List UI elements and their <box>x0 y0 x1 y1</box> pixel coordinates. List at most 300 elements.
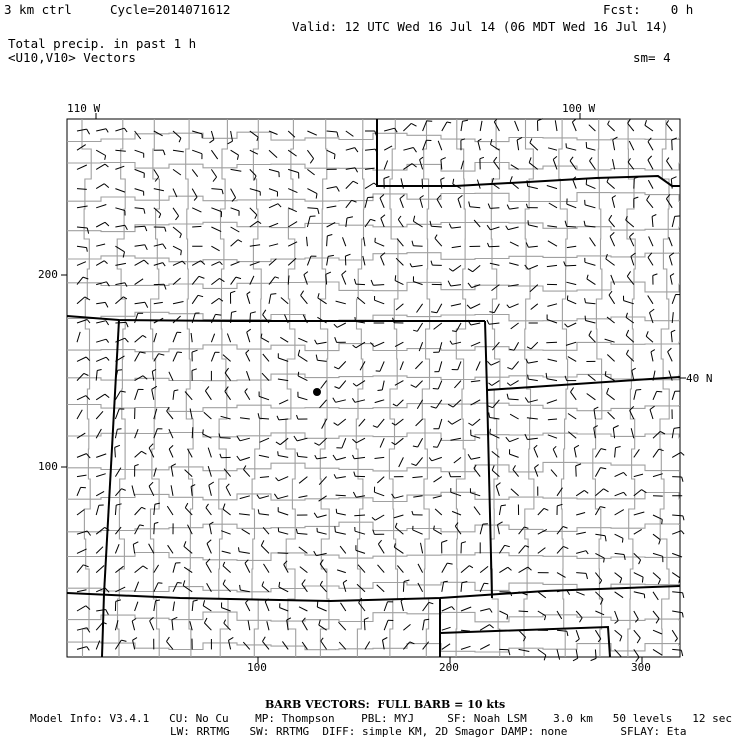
wind-barb <box>192 350 198 361</box>
wind-barb <box>421 543 423 554</box>
wind-barb <box>400 361 403 370</box>
wind-barb <box>585 258 596 266</box>
model-info-line-2: LW: RRTMG SW: RRTMG DIFF: simple KM, 2D Smagor DAMP: none SFLAY: Eta <box>170 725 687 738</box>
wind-barb <box>297 415 308 419</box>
wind-barb <box>525 398 538 403</box>
lon-label-110w: 110 W <box>67 102 101 115</box>
wind-barb <box>223 562 231 573</box>
county-line <box>67 253 680 262</box>
wind-barb <box>154 583 163 592</box>
wind-barb <box>507 394 518 400</box>
wind-barb <box>615 592 624 598</box>
wind-barb <box>96 411 103 419</box>
wind-barb <box>77 332 80 342</box>
wind-barb <box>280 337 288 342</box>
wind-barb <box>480 157 484 169</box>
county-line <box>67 163 680 172</box>
x-tick-200: 200 <box>439 661 459 674</box>
wind-barb <box>381 253 386 266</box>
wind-barb <box>375 296 385 304</box>
wind-barb <box>239 514 250 515</box>
wind-barb <box>384 161 387 170</box>
wind-barb <box>567 296 576 304</box>
wind-barb <box>373 419 384 427</box>
wind-barb <box>231 189 236 202</box>
wind-barb <box>239 547 250 553</box>
wind-barb <box>396 258 403 265</box>
wind-barb <box>135 260 149 265</box>
wind-barb <box>346 200 357 208</box>
wind-barb <box>257 495 269 499</box>
wind-barb <box>337 570 346 573</box>
wind-barb <box>297 452 307 457</box>
wind-barb <box>96 566 104 573</box>
wind-barb <box>538 508 549 515</box>
wind-barb <box>211 334 214 343</box>
wind-barb <box>576 551 588 554</box>
wind-barb <box>377 477 384 483</box>
wind-barb <box>586 179 595 189</box>
wind-barb <box>191 333 192 342</box>
wind-barb <box>77 510 84 516</box>
wind-barb <box>499 505 506 515</box>
wind-barb <box>154 150 165 155</box>
wind-barb <box>418 583 423 592</box>
wind-barb <box>458 195 462 207</box>
wind-barb <box>150 617 154 630</box>
county-line <box>82 119 91 657</box>
wind-barb <box>431 261 442 266</box>
wind-barb <box>352 398 365 402</box>
wind-barb <box>231 262 240 266</box>
wind-barb <box>327 235 333 247</box>
wind-barb <box>488 243 500 247</box>
wind-barb <box>648 156 653 170</box>
wind-barb <box>468 419 480 426</box>
wind-barb <box>547 315 557 324</box>
wind-barb <box>96 474 106 477</box>
wind-barb <box>77 320 90 324</box>
wind-barb <box>192 150 202 159</box>
wind-barb <box>96 222 109 227</box>
wind-barb <box>244 466 250 477</box>
wind-barb <box>455 523 461 535</box>
wind-barb <box>317 528 327 534</box>
wind-barb <box>288 169 299 178</box>
wind-barb <box>666 120 672 131</box>
wind-barb <box>333 455 346 460</box>
wind-barb <box>135 169 145 178</box>
wind-barb <box>269 169 279 177</box>
wind-barb <box>154 565 159 573</box>
wind-barb <box>413 438 423 447</box>
wind-barb <box>210 131 214 143</box>
wind-barb <box>133 542 138 554</box>
model-info-line-1: Model Info: V3.4.1 CU: No Cu MP: Thompson PBL: MYJ SF: Noah LSM 3.0 km 50 levels 12 sec <box>30 712 732 725</box>
wind-barb <box>340 546 346 553</box>
wind-barb <box>192 295 203 304</box>
wind-barb <box>154 333 157 342</box>
wind-barb <box>279 400 288 404</box>
wind-barb <box>154 169 159 181</box>
wind-barb <box>167 407 173 419</box>
wind-barb <box>171 464 176 477</box>
wind-barb <box>492 465 499 476</box>
wind-barb <box>247 371 250 380</box>
wind-barb <box>480 609 492 613</box>
wind-barb <box>634 512 645 515</box>
wind-barb <box>589 331 596 342</box>
wind-barb <box>669 371 672 381</box>
wind-barb <box>519 567 532 573</box>
wind-barb <box>442 607 455 611</box>
wind-barb <box>383 638 388 650</box>
wind-barb <box>301 291 308 304</box>
wind-barb <box>154 468 157 477</box>
wind-barb <box>413 216 422 227</box>
wind-barb <box>96 610 108 615</box>
wind-barb <box>648 253 653 266</box>
wind-barb <box>378 540 384 553</box>
wind-barb <box>398 216 403 227</box>
wind-barb <box>507 304 519 308</box>
wind-barb <box>653 515 662 524</box>
wind-barb <box>669 237 672 246</box>
wind-barb <box>364 237 366 246</box>
wind-barb <box>607 355 614 362</box>
wind-barb <box>287 618 291 630</box>
wind-barb <box>346 131 354 136</box>
wind-barb <box>645 120 653 131</box>
wind-barb <box>452 361 461 369</box>
wind-barb <box>336 509 346 515</box>
wind-barb <box>321 381 327 389</box>
wind-barb <box>433 381 442 389</box>
wind-barb <box>211 169 216 181</box>
wind-barb <box>246 350 250 361</box>
wind-barb <box>307 169 314 175</box>
wind-barb <box>557 649 560 659</box>
wind-barb <box>263 354 269 361</box>
wind-barb <box>411 381 423 388</box>
county-line <box>117 119 125 657</box>
wind-barb <box>672 630 677 641</box>
wind-barb <box>307 150 313 163</box>
wind-barb <box>380 438 384 447</box>
wind-barb <box>538 611 546 620</box>
county-line <box>67 462 680 472</box>
wind-barb <box>566 143 576 150</box>
wind-barb <box>653 630 662 634</box>
wind-barb <box>375 457 385 458</box>
wind-barb <box>211 278 224 284</box>
wind-barb <box>261 540 269 553</box>
wind-barb <box>576 490 588 495</box>
wind-barb <box>557 630 568 636</box>
wind-barb <box>307 237 308 246</box>
wind-barb <box>650 406 655 419</box>
wind-barb <box>377 585 385 592</box>
wind-barb <box>526 204 537 208</box>
wind-barb <box>240 585 250 592</box>
wind-barb <box>276 477 289 481</box>
wind-barb <box>115 445 120 457</box>
county-line <box>67 612 680 622</box>
wind-barb <box>321 638 327 650</box>
wind-barb <box>342 271 346 285</box>
wind-barb <box>433 342 442 352</box>
wind-barb <box>341 603 346 611</box>
wind-barb <box>334 323 346 327</box>
wind-barb <box>132 619 136 631</box>
wind-barb <box>135 189 144 196</box>
wind-barb <box>77 297 90 304</box>
wind-barb <box>413 496 422 497</box>
wind-barb <box>468 265 480 271</box>
wind-barb <box>413 526 423 534</box>
wind-barb <box>258 413 269 419</box>
wind-barb <box>96 150 105 160</box>
wind-barb <box>412 511 423 515</box>
wind-barb <box>412 477 422 478</box>
wind-barb <box>173 302 184 304</box>
wind-barb <box>595 573 601 584</box>
wind-barb <box>192 208 201 212</box>
wind-barb <box>509 263 518 266</box>
wind-barb <box>240 418 250 419</box>
state-line-az-nm <box>102 594 104 657</box>
wind-barb <box>248 620 250 630</box>
wind-barb <box>224 469 231 477</box>
state-line-ok-tx <box>440 627 610 657</box>
wind-barb <box>499 567 511 572</box>
wind-barb <box>454 457 461 463</box>
wind-barb <box>547 400 557 404</box>
wind-barb <box>365 197 374 208</box>
wind-barb <box>192 169 198 176</box>
x-tick-300: 300 <box>631 661 651 674</box>
wind-barb <box>115 640 126 649</box>
field-title-precip: Total precip. in past 1 h <box>8 36 197 51</box>
wind-barb <box>77 206 88 208</box>
wind-barb <box>538 649 546 660</box>
wind-barb <box>530 139 538 151</box>
wind-barb <box>652 215 656 228</box>
forecast-hour: Fcst: 0 h <box>603 2 694 17</box>
wind-barb <box>336 438 345 448</box>
wind-barb <box>672 452 684 457</box>
wind-barb <box>612 196 616 208</box>
wind-barb <box>498 522 503 534</box>
wind-barb <box>228 131 233 144</box>
wind-barb <box>258 509 269 515</box>
wind-barb <box>557 573 566 578</box>
wind-barb <box>453 179 461 189</box>
wind-barb <box>672 573 680 583</box>
wind-barb <box>115 128 127 132</box>
wind-barb <box>480 566 488 572</box>
wind-barb <box>423 642 429 650</box>
wind-barb <box>587 275 596 285</box>
wind-barb <box>553 156 557 169</box>
wind-barb <box>651 350 655 362</box>
wind-barb <box>461 566 473 573</box>
wind-barb <box>135 389 144 399</box>
wind-barb <box>282 641 288 649</box>
wind-barb <box>403 123 416 131</box>
county-line <box>67 433 680 441</box>
wind-barb <box>634 529 642 534</box>
wind-barb <box>335 337 346 342</box>
wind-barb <box>672 216 680 227</box>
wind-barb <box>487 320 499 324</box>
wind-barb <box>490 429 500 438</box>
wind-barb <box>585 298 596 304</box>
wind-barb <box>339 622 346 630</box>
wind-barb <box>548 241 557 246</box>
wind-barb <box>538 592 546 598</box>
wind-barb <box>461 630 470 631</box>
wind-barb <box>506 226 519 230</box>
wind-barb <box>371 280 384 285</box>
wind-barb <box>296 529 307 534</box>
wind-barb <box>269 294 276 304</box>
field-title-vectors: <U10,V10> Vectors <box>8 50 136 65</box>
county-line <box>219 119 228 657</box>
wind-barb <box>548 419 557 420</box>
wind-barb <box>274 494 288 499</box>
wind-barb <box>585 200 596 208</box>
wind-barb <box>452 323 461 332</box>
wind-barb <box>590 238 596 247</box>
wind-barb <box>242 529 250 534</box>
wind-barb <box>96 622 106 630</box>
wind-barb <box>250 208 257 219</box>
wind-barb <box>433 496 442 498</box>
wind-barb <box>135 566 148 573</box>
wind-barb <box>471 342 480 346</box>
wind-barb <box>211 352 219 361</box>
wind-barb <box>413 276 422 284</box>
wind-barb <box>608 121 615 131</box>
wind-barb <box>461 582 467 592</box>
valid-time: Valid: 12 UTC Wed 16 Jul 14 (06 MDT Wed 16 Jul 14) <box>292 19 669 34</box>
wind-barb <box>115 189 125 193</box>
y-tick-200: 200 <box>38 268 58 281</box>
wind-barb <box>77 246 87 252</box>
wind-barb <box>135 451 147 457</box>
wind-barb <box>589 125 596 131</box>
wind-barb <box>299 477 307 484</box>
wind-barb <box>431 304 442 313</box>
wind-barb <box>207 540 211 554</box>
wind-barb <box>571 388 577 400</box>
wind-barb <box>607 177 615 188</box>
wind-barb <box>269 223 278 227</box>
wind-barb <box>173 246 181 255</box>
wind-barb <box>442 581 448 592</box>
county-line <box>186 119 193 657</box>
wind-barb <box>192 276 204 284</box>
wind-barb <box>206 504 212 515</box>
wind-barb <box>259 455 269 457</box>
wind-barb <box>204 412 212 419</box>
wind-barb <box>410 263 423 267</box>
wind-barb <box>393 400 404 406</box>
wind-barb <box>653 274 658 285</box>
wind-barb <box>173 390 178 400</box>
wind-barb <box>298 372 307 381</box>
wind-barb <box>653 449 664 457</box>
wind-barb <box>77 475 87 477</box>
wind-barb <box>448 281 461 286</box>
wind-barb <box>203 600 211 611</box>
wind-barb <box>77 647 89 651</box>
wind-barb <box>548 359 557 361</box>
wind-barb <box>415 361 422 369</box>
wind-barb <box>628 158 634 169</box>
wind-barb <box>354 472 365 477</box>
wind-barb <box>167 506 173 515</box>
wind-barb <box>333 398 346 403</box>
barb-legend: BARB VECTORS: FULL BARB = 10 kts <box>265 698 506 711</box>
wind-barb <box>629 141 634 150</box>
wind-barb <box>401 178 403 188</box>
county-line <box>320 119 329 657</box>
wind-barb <box>96 339 108 342</box>
wind-barb <box>169 445 173 457</box>
wind-barb <box>448 400 461 407</box>
wind-barb <box>222 551 231 553</box>
wind-barb <box>269 150 277 157</box>
wind-barb <box>135 507 146 515</box>
wind-barb <box>115 489 125 496</box>
wind-barb <box>327 150 335 159</box>
wind-barb <box>653 611 659 623</box>
wind-barb <box>591 649 597 660</box>
wind-barb <box>115 166 124 169</box>
wind-barb <box>96 454 106 458</box>
wind-barb <box>211 189 223 195</box>
wind-barb <box>280 603 289 611</box>
county-line <box>389 119 398 657</box>
wind-barb <box>480 121 482 131</box>
wind-barb <box>278 553 289 554</box>
wind-barb <box>526 359 538 363</box>
wind-barb <box>403 580 409 592</box>
wind-barb <box>269 244 278 246</box>
wind-barb <box>154 244 166 249</box>
wind-barb <box>335 381 346 389</box>
wind-barb <box>442 563 453 573</box>
wind-barb <box>96 357 109 361</box>
wind-barb <box>115 322 128 327</box>
wind-barb <box>211 150 217 159</box>
wind-barb <box>672 649 683 656</box>
wind-barb <box>499 611 507 619</box>
county-line <box>593 119 602 657</box>
wind-barb <box>568 414 576 420</box>
wind-barb <box>135 279 144 285</box>
wind-barb <box>531 304 538 310</box>
wind-barb <box>613 159 615 169</box>
wind-barb <box>395 523 403 534</box>
wind-barb <box>237 456 250 461</box>
wind-barb <box>208 448 211 458</box>
y-tick-100: 100 <box>38 460 58 473</box>
wind-barb <box>190 409 192 420</box>
wind-barb <box>231 150 239 160</box>
